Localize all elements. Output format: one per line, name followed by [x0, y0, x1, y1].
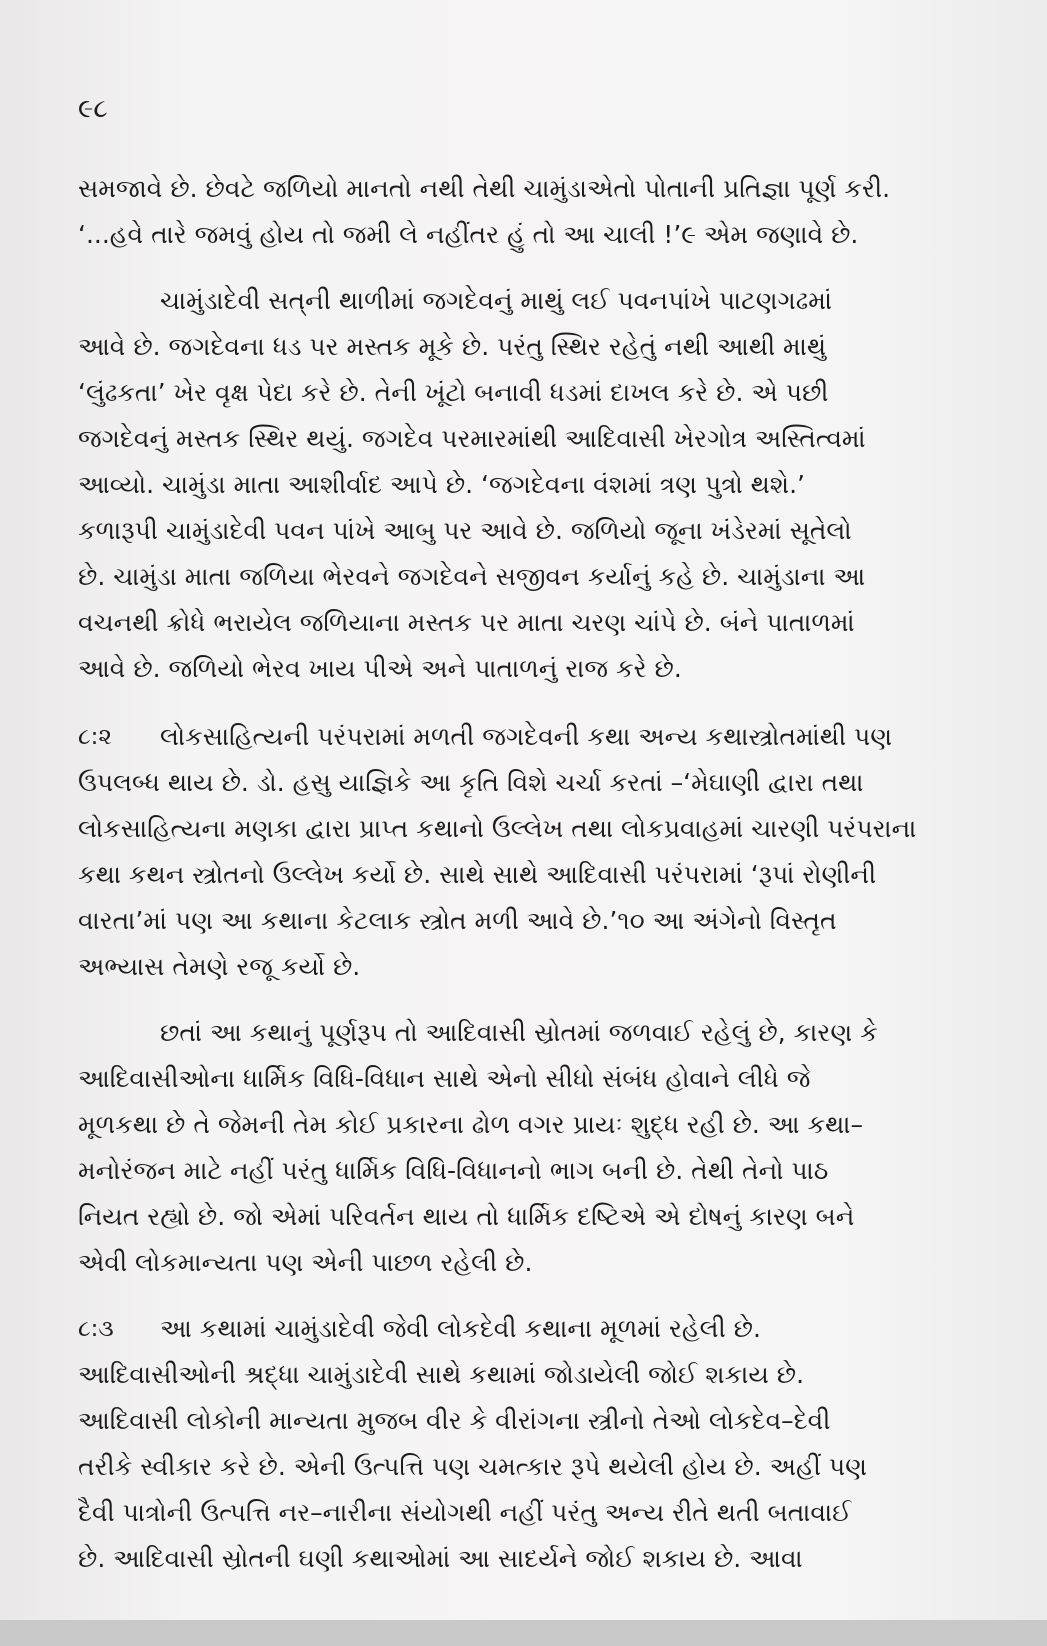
section-label: ૮:૨	[78, 724, 112, 750]
text-line: ‘...હવે તારે જમવું હોય તો જમી લે નહીંતર હું તો આ ચાલી !’૯ એમ જણાવે છે.	[78, 220, 859, 249]
text-line: તરીકે સ્વીકાર કરે છે. એની ઉત્પત્તિ પણ ચમત્કાર રૂપે થયેલી હોય છે. અહીં પણ	[78, 1452, 867, 1481]
section-label: ૮:૩	[78, 1316, 114, 1342]
text-line: મૂળકથા છે તે જેમની તેમ કોઈ પ્રકારના ઢોળ વગર પ્રાયઃ શુદ્ધ રહી છે. આ કથા–	[78, 1110, 863, 1139]
page-bottom-edge	[0, 1620, 1047, 1646]
text-line: વારતા’માં પણ આ કથાના કેટલાક સ્ત્રોત મળી આવે છે.’૧૦ આ અંગેનો વિસ્તૃત	[78, 906, 837, 935]
text-line: લોકસાહિત્યની પરંપરામાં મળતી જગદેવની કથા અન્ય કથાસ્ત્રોતમાંથી પણ	[160, 722, 893, 751]
text-line: વચનથી ક્રોધે ભરાયેલ જળિયાના મસ્તક પર માતા ચરણ ચાંપે છે. બંને પાતાળમાં	[78, 608, 855, 637]
text-line: દૈવી પાત્રોની ઉત્પત્તિ નર–નારીના સંયોગથી નહીં પરંતુ અન્ય રીતે થતી બતાવાઈ	[78, 1498, 852, 1527]
text-line: સમજાવે છે. છેવટે જળિયો માનતો નથી તેથી ચામુંડાએતો પોતાની પ્રતિજ્ઞા પૂર્ણ કરી.	[78, 174, 891, 203]
text-line: એવી લોકમાન્યતા પણ એની પાછળ રહેલી છે.	[78, 1248, 533, 1277]
text-line: આવે છે. જગદેવના ધડ પર મસ્તક મૂકે છે. પરંતુ સ્થિર રહેતું નથી આથી માથું	[78, 332, 827, 361]
text-line: ચામુંડાદેવી સત્‌ની થાળીમાં જગદેવનું માથું લઈ પવનપાંખે પાટણગઢમાં	[160, 286, 832, 315]
text-line: કથા કથન સ્ત્રોતનો ઉલ્લેખ કર્યો છે. સાથે સાથે આદિવાસી પરંપરામાં ‘રૂપાં રોણીની	[78, 860, 877, 889]
text-line: છે. આદિવાસી સ્રોતની ઘણી કથાઓમાં આ સાદર્યને જોઈ શકાય છે. આવા	[78, 1544, 803, 1573]
text-line: આવ્યો. ચામુંડા માતા આશીર્વાદ આપે છે. ‘જગદેવના વંશમાં ત્રણ પુત્રો થશે.’	[78, 470, 805, 499]
text-line: જગદેવનું મસ્તક સ્થિર થયું. જગદેવ પરમારમાંથી આદિવાસી ખેરગોત્ર અસ્તિત્વમાં	[78, 424, 866, 453]
page-number: ૯૮	[78, 94, 108, 124]
text-line: આદિવાસી લોકોની માન્યતા મુજબ વીર કે વીરાંગના સ્ત્રીનો તેઓ લોકદેવ–દેવી	[78, 1406, 831, 1435]
text-line: કળારૂપી ચામુંડાદેવી પવન પાંખે આબુ પર આવે છે. જળિયો જૂના ખંડેરમાં સૂતેલો	[78, 516, 852, 545]
text-line: આદિવાસીઓની શ્રદ્ધા ચામુંડાદેવી સાથે કથામાં જોડાયેલી જોઈ શકાય છે.	[78, 1360, 805, 1389]
text-line: મનોરંજન માટે નહીં પરંતુ ધાર્મિક વિધિ-વિધાનનો ભાગ બની છે. તેથી તેનો પાઠ	[78, 1156, 829, 1185]
text-line: અભ્યાસ તેમણે રજૂ કર્યો છે.	[78, 952, 361, 981]
text-line: ‘લુંઢકતા’ ખેર વૃક્ષ પેદા કરે છે. તેની ખૂંટો બનાવી ધડમાં દાખલ કરે છે. એ પછી	[78, 378, 829, 407]
text-line: લોકસાહિત્યના મણકા દ્વારા પ્રાપ્ત કથાનો ઉલ્લેખ તથા લોકપ્રવાહમાં ચારણી પરંપરાના	[78, 814, 917, 843]
text-line: આ કથામાં ચામુંડાદેવી જેવી લોકદેવી કથાના મૂળમાં રહેલી છે.	[160, 1314, 761, 1343]
text-line: ઉપલબ્ધ થાય છે. ડો. હસુ યાજ્ઞિકે આ કૃતિ વિશે ચર્ચા કરતાં –‘મેઘાણી દ્વારા તથા	[78, 768, 864, 797]
text-line: છતાં આ કથાનું પૂર્ણરૂપ તો આદિવાસી સ્રોતમાં જળવાઈ રહેલું છે, કારણ કે	[160, 1018, 878, 1047]
text-line: આવે છે. જળિયો ભેરવ ખાય પીએ અને પાતાળનું રાજ કરે છે.	[78, 654, 682, 683]
text-line: છે. ચામુંડા માતા જળિયા ભેરવને જગદેવને સજીવન કર્યાનું કહે છે. ચામુંડાના આ	[78, 562, 866, 591]
text-line: નિયત રહ્યો છે. જો એમાં પરિવર્તન થાય તો ધાર્મિક દષ્ટિએ એ દોષનું કારણ બને	[78, 1202, 855, 1231]
text-line: આદિવાસીઓના ધાર્મિક વિધિ-વિધાન સાથે એનો સીધો સંબંધ હોવાને લીધે જે	[78, 1064, 811, 1093]
